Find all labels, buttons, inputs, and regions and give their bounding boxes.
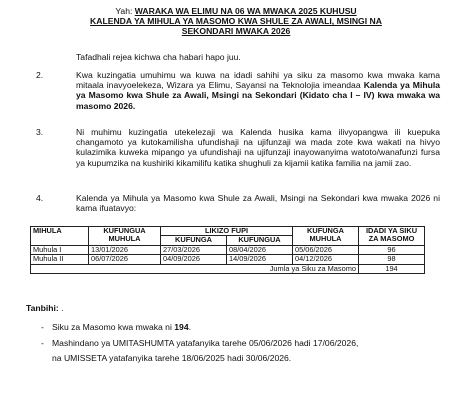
paragraph-2 bbox=[28, 70, 440, 111]
header-kufunga-muhula: KUFUNGA MUHULA bbox=[293, 227, 359, 246]
list-item bbox=[38, 338, 438, 363]
intro-line: Tafadhali rejea kichwa cha habari hapo juu. bbox=[76, 52, 241, 62]
header-kufungua-muhula: KUFUNGUA MUHULA bbox=[89, 227, 161, 246]
cell-likizo-kufungua: 08/04/2026 bbox=[227, 245, 293, 254]
cell-muhula: Muhula II bbox=[31, 255, 89, 264]
note-1-value: 194 bbox=[174, 322, 189, 332]
paragraph-3-number: 3. bbox=[36, 127, 44, 137]
subheader-kufunga: KUFUNGA bbox=[161, 236, 227, 245]
subject-line-3: SEKONDARI MWAKA 2026 bbox=[181, 26, 291, 37]
notes-list bbox=[38, 322, 438, 364]
paragraph-4-text: Kalenda ya Mihula ya Masomo kwa Shule za Awali, Msingi na Sekondari kwa mwaka 2026 ni kama ifuatavyo: bbox=[76, 193, 440, 214]
note-1-text: Siku za Masomo kwa mwaka ni bbox=[52, 322, 172, 332]
paragraph-3 bbox=[28, 127, 440, 168]
paragraph-2-text: Kwa kuzingatia umuhimu wa kuwa na idadi sahihi ya siku za masomo kwa mwaka kama mitaala inavyoelekeza, Wizara ya Elimu, Sayansi na Teknolojia imeandaa bbox=[76, 70, 440, 91]
cell-likizo-kufunga: 27/03/2026 bbox=[161, 245, 227, 254]
yah-prefix: Yah: bbox=[115, 6, 133, 16]
paragraph-4 bbox=[28, 193, 440, 213]
header-mihula: MIHULA bbox=[31, 227, 89, 246]
table-row bbox=[31, 255, 425, 264]
total-value: 194 bbox=[359, 264, 425, 273]
table-total-row bbox=[31, 264, 425, 273]
header-idadi-siku: IDADI YA SIKU ZA MASOMO bbox=[359, 227, 425, 246]
subheader-kufungua: KUFUNGUA bbox=[227, 236, 293, 245]
note-2-line-2: na UMISSETA yatafanyika tarehe 18/06/2025 hadi 30/06/2026. bbox=[52, 353, 292, 364]
cell-kufungua: 06/07/2026 bbox=[89, 255, 161, 264]
notes-heading bbox=[26, 303, 64, 313]
cell-likizo-kufungua: 14/09/2026 bbox=[227, 255, 293, 264]
subject-line-1: WARAKA WA ELIMU NA 06 WA MWAKA 2025 KUHUSU bbox=[134, 6, 357, 16]
table-header-row bbox=[31, 227, 425, 236]
list-item bbox=[38, 322, 438, 332]
notes-heading-suffix: . bbox=[61, 303, 64, 313]
calendar-table bbox=[30, 226, 425, 274]
note-2-line-1: - Mashindano ya UMITASHUMTA yatafanyika tarehe 05/06/2026 hadi 17/06/2026, bbox=[52, 338, 359, 349]
subject-line-2: KALENDA YA MIHULA YA MASOMO KWA SHULE ZA AWALI, MSINGI NA bbox=[90, 16, 382, 27]
cell-kufungua: 13/01/2026 bbox=[89, 245, 161, 254]
cell-muhula: Muhula I bbox=[31, 245, 89, 254]
paragraph-2-bold-text: Kalenda ya Mihula ya Masomo kwa Shule za Awali, Msingi na Sekondari (Kidato cha I – IV) kwa mwaka wa masomo 2026. bbox=[76, 80, 440, 111]
cell-kufunga: 04/12/2026 bbox=[293, 255, 359, 264]
paragraph-3-text: Ni muhimu kuzingatia utekelezaji wa Kalenda husika kama ilivyopangwa ili kuepuka changamoto ya kutokamilisha ufundishaji na ujifunzaji wa mada zote kwa wakati na hivyo kulazimika kuweka mipango ya ufundishaji na ujifunzaji inayowanyima watoto/wanafunzi fursa ya kupumzika na kushiriki kikamilifu katika shughuli za kijamii katika familia na jamii zao. bbox=[76, 127, 440, 168]
table-row bbox=[31, 245, 425, 254]
subject-heading bbox=[36, 6, 436, 37]
notes-heading-label: Tanbihi: bbox=[26, 303, 59, 313]
cell-siku: 98 bbox=[359, 255, 425, 264]
paragraph-4-number: 4. bbox=[36, 193, 44, 203]
total-label: Jumla ya Siku za Masomo bbox=[31, 264, 359, 273]
cell-kufunga: 05/06/2026 bbox=[293, 245, 359, 254]
header-likizo-fupi: LIKIZO FUPI bbox=[161, 227, 293, 236]
cell-siku: 96 bbox=[359, 245, 425, 254]
note-1-end: . bbox=[188, 322, 192, 332]
paragraph-2-number: 2. bbox=[36, 70, 44, 80]
cell-likizo-kufunga: 04/09/2026 bbox=[161, 255, 227, 264]
